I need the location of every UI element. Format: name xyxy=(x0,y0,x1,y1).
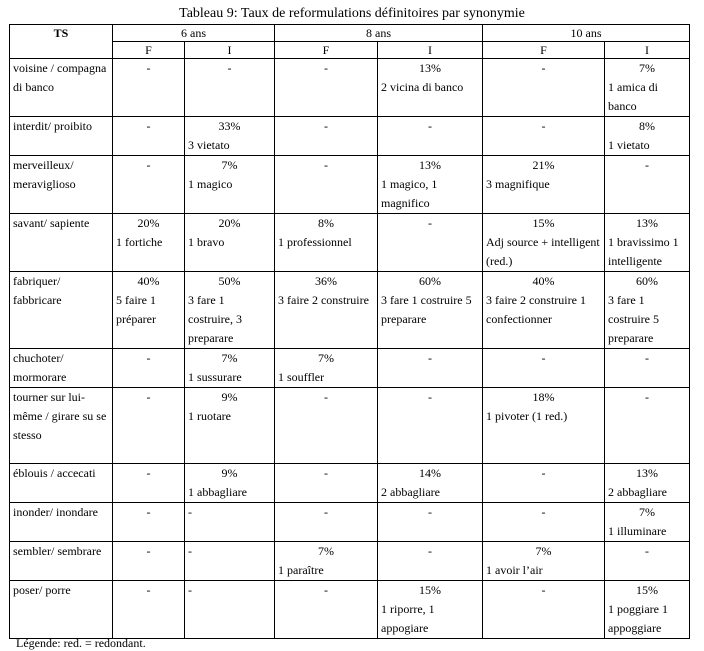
table-cell xyxy=(378,156,483,214)
table-cell xyxy=(605,156,690,214)
table-cell xyxy=(483,388,605,464)
cell-rate: 36% xyxy=(315,274,337,288)
table-cell xyxy=(483,214,605,272)
table-cell xyxy=(275,503,378,542)
cell-rate: - xyxy=(645,351,649,365)
cell-detail: 1 ruotare xyxy=(188,409,231,423)
cell-detail: 1 bravo xyxy=(188,235,225,249)
cell-rate: 14% xyxy=(419,466,441,480)
table-cell xyxy=(113,542,185,581)
table-cell xyxy=(483,581,605,639)
table-cell xyxy=(483,117,605,156)
table-cell xyxy=(113,214,185,272)
cell-detail: 1 abbagliare xyxy=(188,485,247,499)
cell-rate: - xyxy=(324,119,328,133)
table-row xyxy=(10,59,690,117)
cell-rate: - xyxy=(428,505,432,519)
table-cell xyxy=(378,214,483,272)
cell-detail: 2 vicina di banco xyxy=(381,80,464,94)
cell-rate: - xyxy=(324,505,328,519)
cell-rate: - xyxy=(146,544,151,558)
table-cell xyxy=(275,156,378,214)
row-label: inonder/ inondare xyxy=(10,503,113,542)
cell-rate: 40% xyxy=(137,274,160,288)
table-cell xyxy=(378,117,483,156)
table-cell xyxy=(605,214,690,272)
header-i: I xyxy=(605,42,690,59)
cell-detail: 3 fare 1 costruire 5 preparare xyxy=(608,293,659,345)
table-cell xyxy=(113,388,185,464)
table-cell xyxy=(275,272,378,349)
header-age-10: 10 ans xyxy=(483,25,690,42)
cell-rate: 9% xyxy=(221,466,238,480)
row-label: éblouis / accecati xyxy=(10,464,113,503)
table-cell xyxy=(483,156,605,214)
table-row xyxy=(10,349,690,388)
table-cell xyxy=(185,581,275,639)
cell-rate: 7% xyxy=(221,158,238,172)
cell-rate: 7% xyxy=(639,61,655,75)
table-cell xyxy=(378,272,483,349)
cell-rate: 9% xyxy=(221,390,238,404)
header-row-ages xyxy=(10,25,690,42)
table-cell xyxy=(378,59,483,117)
cell-detail: 1 amica di banco xyxy=(608,80,658,113)
table-cell xyxy=(275,581,378,639)
header-f: F xyxy=(113,42,185,59)
cell-detail: Adj source + intelligent (red.) xyxy=(486,235,600,268)
table-cell xyxy=(275,214,378,272)
table-cell xyxy=(605,542,690,581)
table-cell xyxy=(605,503,690,542)
table-cell xyxy=(113,503,185,542)
cell-rate: - xyxy=(428,119,432,133)
cell-detail: 1 pivoter (1 red.) xyxy=(486,409,568,423)
cell-rate: 15% xyxy=(532,216,555,230)
table-cell xyxy=(275,464,378,503)
table-row xyxy=(10,272,690,349)
table-cell xyxy=(275,542,378,581)
cell-detail: 2 abbagliare xyxy=(381,485,440,499)
row-label: voisine / compagna di banco xyxy=(10,59,113,117)
cell-rate: - xyxy=(324,583,328,597)
cell-rate: 7% xyxy=(221,351,238,365)
cell-rate: 13% xyxy=(419,158,441,172)
cell-detail: 1 bravissimo 1 intelligente xyxy=(608,235,679,268)
row-label: chuchoter/ mormorare xyxy=(10,349,113,388)
cell-rate: - xyxy=(146,583,151,597)
cell-detail: - xyxy=(188,505,192,519)
table-cell xyxy=(483,542,605,581)
cell-rate: 20% xyxy=(137,216,160,230)
table-title: Tableau 9: Taux de reformulations définitoires par synonymie xyxy=(179,6,525,21)
table-row xyxy=(10,214,690,272)
cell-detail: 3 fare 1 costruire 5 preparare xyxy=(381,293,472,326)
cell-detail: 1 souffler xyxy=(278,370,325,384)
header-age-8: 8 ans xyxy=(275,25,483,42)
table-cell xyxy=(185,156,275,214)
cell-rate: - xyxy=(324,61,328,75)
cell-rate: 13% xyxy=(636,216,658,230)
header-f: F xyxy=(483,42,605,59)
table-cell xyxy=(378,581,483,639)
table-body xyxy=(10,59,690,639)
cell-rate: - xyxy=(146,466,151,480)
table-cell xyxy=(275,117,378,156)
cell-rate: - xyxy=(541,119,546,133)
cell-detail: 3 faire 2 construire xyxy=(278,293,369,307)
synonymy-table xyxy=(9,24,690,639)
header-f: F xyxy=(275,42,378,59)
header-i: I xyxy=(378,42,483,59)
cell-rate: 7% xyxy=(535,544,552,558)
cell-detail: 1 riporre, 1 appogiare xyxy=(381,602,435,635)
table-cell xyxy=(275,349,378,388)
cell-rate: 8% xyxy=(318,216,334,230)
cell-detail: 1 professionnel xyxy=(278,235,352,249)
table-row xyxy=(10,156,690,214)
table-cell xyxy=(185,464,275,503)
table-cell xyxy=(185,59,275,117)
table-cell xyxy=(185,214,275,272)
cell-rate: 15% xyxy=(419,583,441,597)
cell-rate: - xyxy=(146,390,151,404)
row-label: tourner sur lui-même / girare su se stesso xyxy=(10,388,113,464)
table-cell xyxy=(605,349,690,388)
table-cell xyxy=(605,272,690,349)
table-cell xyxy=(113,272,185,349)
table-cell xyxy=(185,388,275,464)
table-cell xyxy=(483,349,605,388)
cell-rate: - xyxy=(541,466,546,480)
table-row xyxy=(10,388,690,464)
cell-rate: 60% xyxy=(419,274,441,288)
cell-rate: 21% xyxy=(532,158,555,172)
cell-rate: 33% xyxy=(218,119,241,133)
table-cell xyxy=(113,59,185,117)
row-label: savant/ sapiente xyxy=(10,214,113,272)
table-cell xyxy=(378,388,483,464)
cell-detail: 1 magico, 1 magnifico xyxy=(381,177,438,210)
cell-rate: - xyxy=(541,583,546,597)
cell-detail: 3 faire 2 construire 1 confectionner xyxy=(486,293,586,326)
cell-rate: 40% xyxy=(532,274,555,288)
cell-rate: - xyxy=(324,466,328,480)
cell-rate: 60% xyxy=(636,274,658,288)
cell-rate: - xyxy=(146,351,151,365)
table-cell xyxy=(185,503,275,542)
table-row xyxy=(10,464,690,503)
table-cell xyxy=(605,117,690,156)
table-row xyxy=(10,542,690,581)
cell-detail: 1 paraître xyxy=(278,563,324,577)
cell-rate: - xyxy=(146,119,151,133)
cell-rate: - xyxy=(146,61,151,75)
cell-rate: - xyxy=(541,351,546,365)
header-age-6: 6 ans xyxy=(113,25,275,42)
cell-detail: 3 magnifique xyxy=(486,177,550,191)
table-cell xyxy=(483,59,605,117)
cell-rate: - xyxy=(541,505,546,519)
cell-detail: 1 magico xyxy=(188,177,233,191)
cell-rate: - xyxy=(645,390,649,404)
cell-rate: 7% xyxy=(639,505,655,519)
table-cell xyxy=(275,59,378,117)
cell-rate: - xyxy=(428,544,432,558)
cell-rate: - xyxy=(428,216,432,230)
cell-detail: - xyxy=(188,583,192,597)
cell-detail: 5 faire 1 préparer xyxy=(116,293,156,326)
cell-detail: 1 illuminare xyxy=(608,524,667,538)
cell-rate: 8% xyxy=(639,119,655,133)
table-cell xyxy=(483,272,605,349)
row-label: sembler/ sembrare xyxy=(10,542,113,581)
cell-detail: 1 vietato xyxy=(608,138,650,152)
cell-detail: 1 sussurare xyxy=(188,370,242,384)
table-row xyxy=(10,117,690,156)
legend: Légende: red. = redondant. xyxy=(16,636,146,650)
cell-rate: - xyxy=(324,390,328,404)
cell-rate: 7% xyxy=(318,544,334,558)
cell-detail: 3 fare 1 costruire, 3 preparare xyxy=(188,293,242,345)
cell-detail: 3 vietato xyxy=(188,138,230,152)
cell-rate: - xyxy=(541,61,546,75)
table-cell xyxy=(185,542,275,581)
row-label: interdit/ proibito xyxy=(10,117,113,156)
cell-detail: 1 fortiche xyxy=(116,235,163,249)
cell-rate: - xyxy=(428,351,432,365)
cell-detail: 2 abbagliare xyxy=(608,485,667,499)
cell-rate: 20% xyxy=(218,216,241,230)
table-cell xyxy=(483,464,605,503)
table-cell xyxy=(605,464,690,503)
cell-rate: - xyxy=(645,544,649,558)
table-cell xyxy=(378,503,483,542)
row-label: poser/ porre xyxy=(10,581,113,639)
cell-detail: 1 avoir l’air xyxy=(486,563,543,577)
table-cell xyxy=(113,349,185,388)
cell-rate: 15% xyxy=(636,583,658,597)
table-cell xyxy=(185,117,275,156)
cell-rate: - xyxy=(428,390,432,404)
cell-rate: - xyxy=(645,158,649,172)
cell-rate: 13% xyxy=(419,61,441,75)
table-cell xyxy=(113,117,185,156)
cell-rate: 7% xyxy=(318,351,334,365)
row-label: merveilleux/ meraviglioso xyxy=(10,156,113,214)
table-cell xyxy=(378,349,483,388)
table-cell xyxy=(113,581,185,639)
cell-rate: - xyxy=(146,505,151,519)
cell-rate: - xyxy=(146,158,151,172)
cell-rate: 18% xyxy=(532,390,555,404)
header-ts: TS xyxy=(10,25,113,59)
table-cell xyxy=(185,272,275,349)
cell-rate: - xyxy=(227,61,232,75)
table-cell xyxy=(483,503,605,542)
table-cell xyxy=(605,59,690,117)
table-cell xyxy=(113,464,185,503)
cell-rate: 50% xyxy=(218,274,241,288)
table-cell xyxy=(185,349,275,388)
row-label: fabriquer/ fabbricare xyxy=(10,272,113,349)
table-row xyxy=(10,581,690,639)
cell-rate: - xyxy=(324,158,328,172)
table-cell xyxy=(378,542,483,581)
table-row xyxy=(10,503,690,542)
table-cell xyxy=(275,388,378,464)
table-cell xyxy=(605,388,690,464)
cell-detail: 1 poggiare 1 appoggiare xyxy=(608,602,668,635)
table-cell xyxy=(605,581,690,639)
table-cell xyxy=(378,464,483,503)
header-i: I xyxy=(185,42,275,59)
table-cell xyxy=(113,156,185,214)
cell-rate: 13% xyxy=(636,466,658,480)
cell-detail: - xyxy=(188,544,192,558)
